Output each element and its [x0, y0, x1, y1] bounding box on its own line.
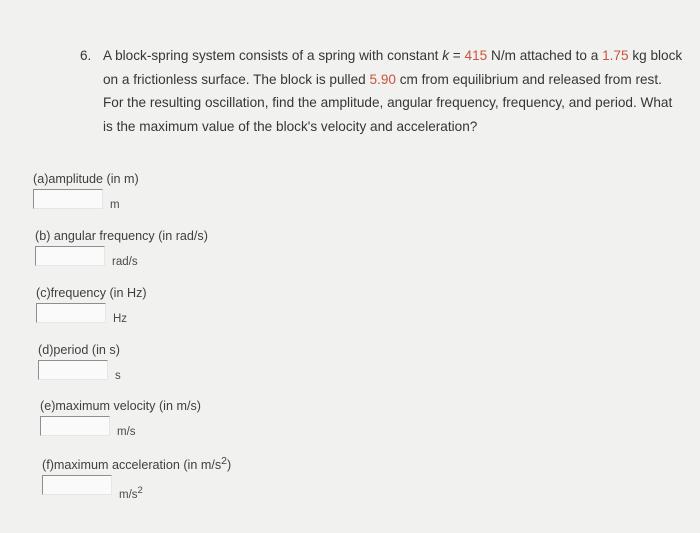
problem-number: 6. — [80, 48, 92, 63]
angular-frequency-unit: rad/s — [112, 256, 138, 268]
max-acceleration-input[interactable] — [42, 475, 112, 495]
part-e — [40, 399, 201, 438]
amplitude-unit: m — [110, 199, 120, 211]
spring-constant-value: 415 — [464, 48, 488, 63]
angular-frequency-input[interactable] — [35, 246, 105, 266]
displacement-value: 5.90 — [369, 71, 396, 87]
part-d-label: (d)period (in s) — [38, 343, 120, 357]
part-c — [36, 286, 147, 325]
part-e-label: (e)maximum velocity (in m/s) — [40, 399, 201, 413]
max-velocity-unit: m/s — [117, 426, 136, 438]
problem-text: A block-spring system consists of a spring with constant k = 415 N/m attached to a 1.75 kg block on a frictionless surface. The block is pulled 5.90 cm from equilibrium and released from rest. For the resulting oscillation, find the amplitude, angular frequency, frequency, and period. What is the maximum value of the block's velocity and acceleration? — [103, 48, 683, 134]
mass-value: 1.75 — [602, 48, 629, 63]
amplitude-input[interactable] — [33, 189, 103, 209]
part-c-label: (c)frequency (in Hz) — [36, 286, 147, 300]
spring-constant-symbol: k — [442, 48, 450, 63]
part-f-label: (f)maximum acceleration (in $m/s^2$) — [42, 455, 232, 473]
frequency-unit: Hz — [113, 313, 128, 325]
max-velocity-input[interactable] — [40, 416, 110, 436]
part-a-label: (a)amplitude (in m) — [33, 172, 139, 186]
max-acceleration-unit: $m/s^2$ — [119, 485, 143, 502]
frequency-input[interactable] — [36, 303, 106, 323]
part-a — [33, 172, 139, 211]
period-unit: s — [115, 370, 121, 382]
part-f — [42, 455, 231, 501]
problem-statement — [80, 44, 685, 138]
part-b-label: (b) angular frequency (in rad/s) — [35, 229, 208, 243]
part-d — [38, 343, 121, 382]
part-b — [35, 229, 208, 268]
period-input[interactable] — [38, 360, 108, 380]
